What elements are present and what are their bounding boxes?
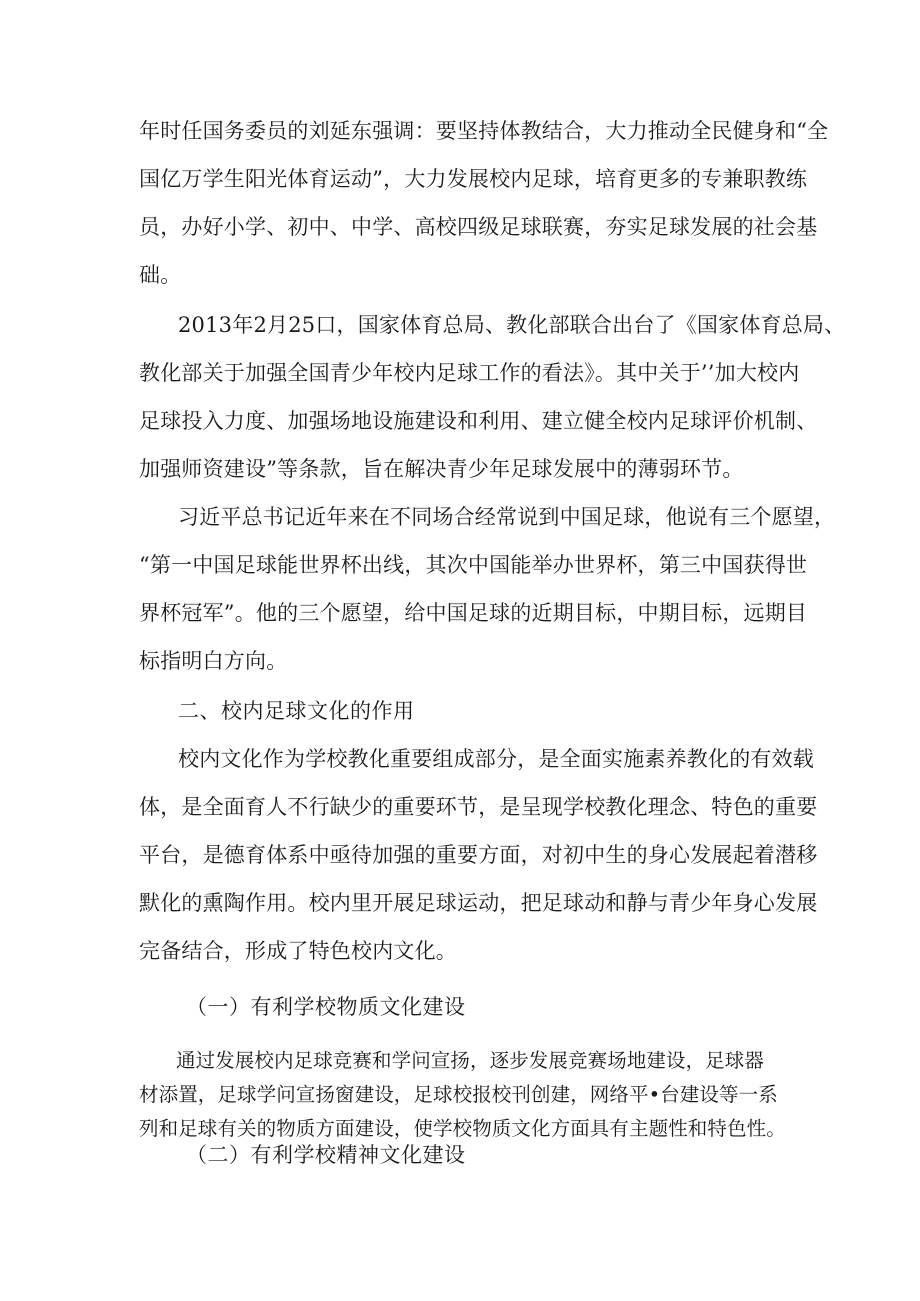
paragraph-5-line-3: 列和足球有关的物质方面建设，使学校物质文化方面具有主题性和特色性。 bbox=[139, 1117, 786, 1140]
paragraph-2-line-2: 教化部关于加强全国青少年校内足球工作的看法》。其中关于’’加大校内 bbox=[139, 361, 800, 385]
paragraph-4-line-2: 体，是全面育人不行缺少的重要环节，是呈现学校教化理念、特色的重要 bbox=[139, 795, 818, 819]
paragraph-5-line-2: 材添置，足球学问宣扬窗建设，足球校报校刊创建，网络平•台建设等一系 bbox=[139, 1083, 778, 1106]
paragraph-4-line-5: 完备结合，形成了特色校内文化。 bbox=[139, 939, 457, 963]
paragraph-1-line-1: 年时任国务委员的刘延东强调：要坚持体教结合，大力推动全民健身和“全 bbox=[139, 119, 829, 143]
paragraph-3-line-3: 界杯冠军”。他的三个愿望，给中国足球的近期目标，中期目标，远期目 bbox=[139, 601, 808, 625]
paragraph-3-line-2: “第一中国足球能世界杯出线，其次中国能举办世界杯，第三中国获得世 bbox=[139, 553, 808, 577]
paragraph-4-line-3: 平台，是德育体系中亟待加强的重要方面，对初中生的身心发展起着潜移 bbox=[139, 843, 818, 867]
paragraph-2-line-4: 加强师资建设”等条款，旨在解决青少年足球发展中的薄弱环节。 bbox=[139, 457, 744, 481]
paragraph-3-line-4: 标指明白方向。 bbox=[139, 649, 288, 673]
subheading-spiritual-culture: （二）有利学校精神文化建设 bbox=[186, 1143, 466, 1167]
paragraph-1-line-2: 国亿万学生阳光体育运动”，大力发展校内足球，培育更多的专兼职教练 bbox=[139, 167, 808, 191]
subheading-material-culture: （一）有利学校物质文化建设 bbox=[186, 995, 466, 1019]
section-heading: 二、校内足球文化的作用 bbox=[178, 699, 415, 723]
paragraph-3-line-1: 习近平总书记近年来在不同场合经常说到中国足球，他说有三个愿望， bbox=[178, 505, 836, 529]
paragraph-1-line-3: 员，办好小学、初中、中学、高校四级足球联赛，夯实足球发展的社会基 bbox=[139, 215, 818, 239]
paragraph-4-line-1: 校内文化作为学校教化重要组成部分，是全面实施素养教化的有效载 bbox=[178, 747, 814, 771]
paragraph-4-line-4: 默化的熏陶作用。校内里开展足球运动，把足球动和静与青少年身心发展 bbox=[139, 891, 818, 915]
paragraph-2-line-3: 足球投入力度、加强场地设施建设和利用、建立健全校内足球评价机制、 bbox=[139, 409, 818, 433]
paragraph-2-line-1: 2013年2月25口，国家体育总局、教化部联合出台了《国家体育总局、 bbox=[178, 313, 846, 337]
paragraph-1-line-4: 础。 bbox=[139, 263, 182, 287]
paragraph-5-line-1: 通过发展校内足球竞赛和学问宣扬，逐步发展竞赛场地建设，足球器 bbox=[176, 1049, 765, 1072]
